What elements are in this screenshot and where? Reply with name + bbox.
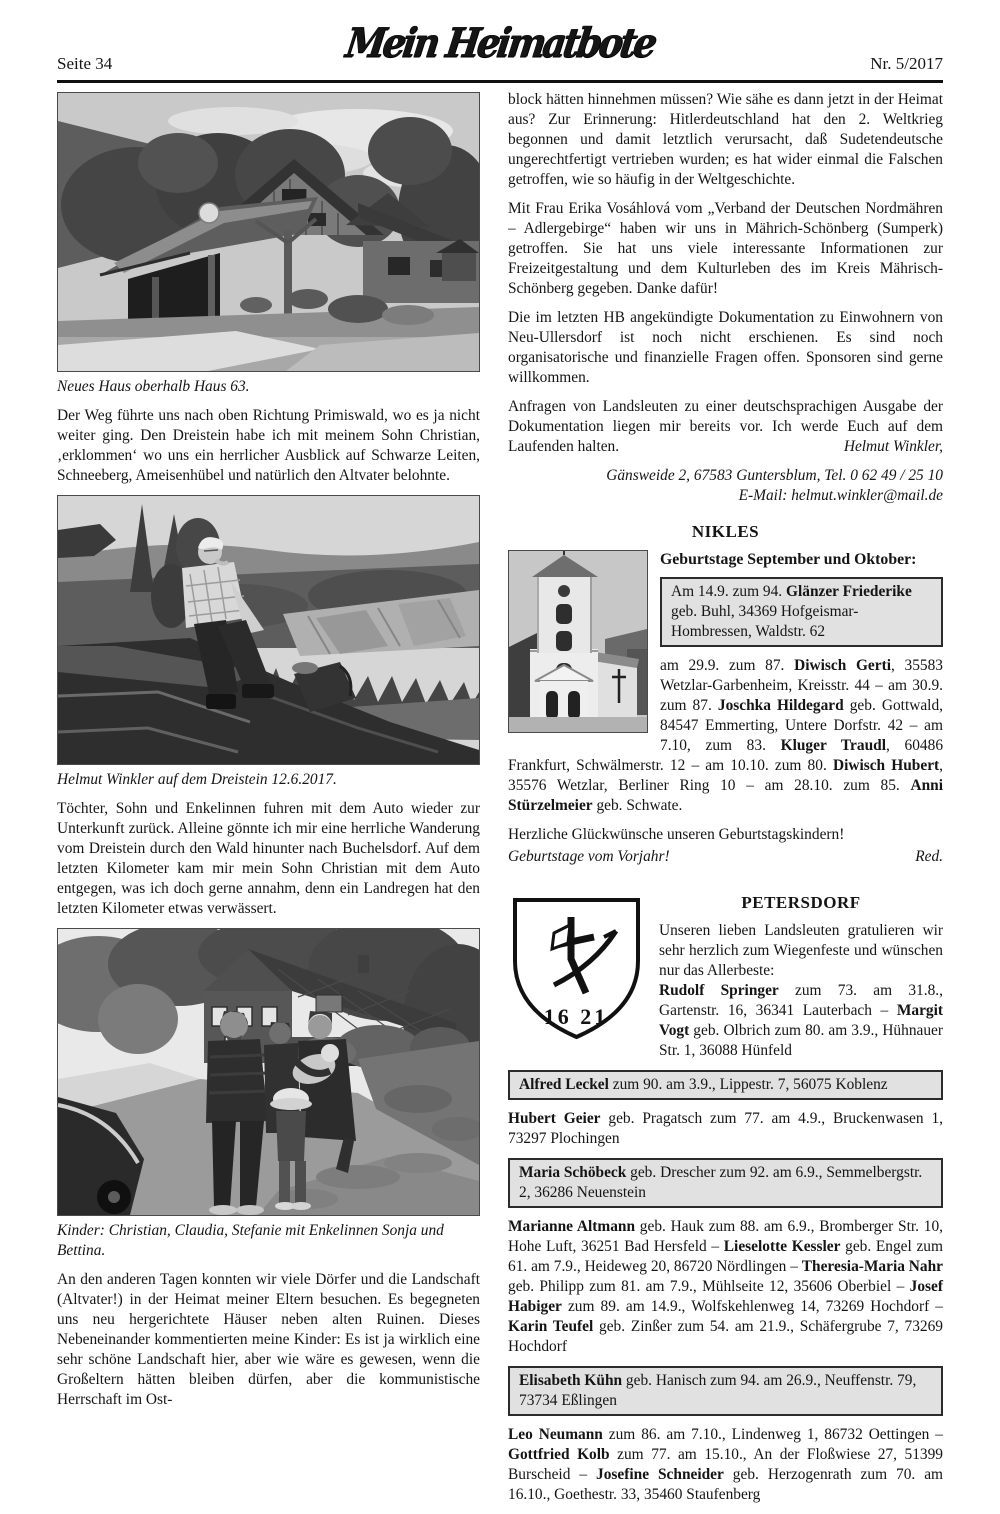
nikles-church-photo [508,550,648,733]
nikles-red-signature: Red. [915,848,943,865]
right-column [508,90,943,1514]
petersdorf-intro: Unseren lieben Landsleuten gratulieren wir sehr herzlich zum Wiegenfeste und wünschen nur das Allerbeste: [659,922,943,979]
petersdorf-title: PETERSDORF [741,893,861,912]
petersdorf-entry-springer: Rudolf Springer zum 73. am 31.8., Gartenstr. 16, 36341 Lauterbach – Margit Vogt geb. Olbrich zum 80. am 3.9., Hühnauer Str. 1, 36088 Hünfeld [659,982,943,1059]
masthead [57,19,943,67]
photo-dreistein [57,495,480,790]
nikles-title: NIKLES [691,522,760,541]
house-photo-image [57,92,480,372]
nikles-entries: am 29.9. zum 87. Diwisch Gerti, 35583 Wetzlar-Garbenheim, Kreisstr. 44 – am 30.9. zum 87. Joschka Hildegard geb. Gottwald, 84547 Emmerting, Untere Dorfstr. 42 – am 7.10, zum 83. Kluger Traudl, 60486 Frankfurt, Schwälmerstr. 12 – am 10.10. zum 80. Diwisch Hubert, 35576 Wetzlar, Berliner Ring 10 – am 28.10. zum 85. Anni Stürzelmeier geb. Schwate. [508,657,944,814]
issue-number-label: Nr. 5/2017 [870,54,943,73]
petersdorf-box-kuehn: Elisabeth Kühn geb. Hanisch zum 94. am 26.9., Neuffenstr. 79, 73734 Eßlingen [508,1366,943,1416]
petersdorf-crest [508,893,645,1048]
photo-house [57,92,480,397]
dreistein-photo-image [57,495,480,765]
signature-email: E-Mail: helmut.winkler@mail.de [738,487,943,504]
petersdorf-entry-geier: Hubert Geier geb. Pragatsch zum 77. am 4.9., Bruckenwasen 1, 73297 Plochingen [508,1110,943,1147]
crest-year: 16 21 [543,1004,609,1029]
paragraph-anfragen [508,397,943,457]
left-column [57,92,480,1419]
header-rule [57,80,943,83]
newspaper-logo: Mein Heimatbote [342,19,658,67]
photo-house-caption: Neues Haus oberhalb Haus 63. [57,378,250,395]
nikles-subtitle: Geburtstage September und Oktober: [660,551,917,568]
photo-family [57,928,480,1261]
signature-address: Gänsweide 2, 67583 Guntersblum, Tel. 0 62 49 / 25 10 [606,467,943,484]
paragraph-ostblock: block hätten hinnehmen müssen? Wie sähe es dann jetzt in der Heimat aus? Zur Erinnerung: Hitlerdeutschland hat den 2. Weltkrieg begonnen und damit letztlich verursacht, daß Sudetendeutsche ungerechtfertigt vertrieben wurden; es hat wider einmal die Falschen getroffen, wie so häufig in der Weltgeschichte. [508,91,943,188]
nikles-greeting: Herzliche Glückwünsche unseren Geburtstagskindern! [508,826,845,843]
petersdorf-entry-neumann: Leo Neumann zum 86. am 7.10., Lindenweg 1, 86732 Oettingen – Gottfried Kolb zum 77. am 15.10., An der Floßwiese 27, 51399 Burscheid – Josefine Schneider geb. Herzogenrath zum 70. am 16.10., Goethestr. 33, 35460 Staufenberg [508,1426,944,1503]
page-header [57,19,943,78]
family-photo-image [57,928,480,1216]
section-nikles [508,522,943,867]
nikles-footer-line [508,847,943,867]
petersdorf-box-schoebeck: Maria Schöbeck geb. Drescher zum 92. am 6.9., Semmelbergstr. 2, 36286 Neuenstein [508,1158,943,1208]
photo-dreistein-caption: Helmut Winkler auf dem Dreistein 12.6.2017. [57,771,337,788]
petersdorf-box-leckel: Alfred Leckel zum 90. am 3.9., Lippestr. 7, 56075 Koblenz [508,1070,943,1100]
nikles-vorjahr-note: Geburtstage vom Vorjahr! [508,848,670,865]
photo-family-caption: Kinder: Christian, Claudia, Stefanie mit Enkelinnen Sonja und Bettina. [57,1222,444,1259]
paragraph-anfragen-text: Anfragen von Landsleuten zu einer deutschsprachigen Ausgabe der Dokumentation liegen mir bereits vor. Ich werde Euch auf dem Laufenden halten. [508,398,943,455]
section-petersdorf [508,893,943,1505]
paragraph-wanderung: Töchter, Sohn und Enkelinnen fuhren mit dem Auto wieder zur Unterkunft zurück. Alleine gönnte ich mir eine herrliche Wanderung vom Dreistein durch den Wald hinunter nach Buchelsdorf. Auf dem letzten Kilometer kam mir mein Sohn Christian mit dem Auto entgegen, was ich doch gerne annahm, denn ein Landregen hat den letzten Kilometer etwas verwässert. [57,800,480,917]
page-number-label: Seite 34 [57,54,113,73]
signature-name: Helmut Winkler, [843,438,943,455]
paragraph-dreistein: Der Weg führte uns nach oben Richtung Primiswald, wo es ja nicht weiter ging. Den Dreistein habe ich mit meinem Sohn Christian, ‚erklommen‘ wo uns ein herrlicher Ausblick auf Schwarze Leiten, Schneeberg, Ameisenhübel und natürlich den Altvater belohnte. [57,407,480,484]
nikles-highlight-box: Am 14.9. zum 94. Glänzer Friederike geb. Buhl, 34369 Hofgeismar-Hombressen, Waldstr. 62 [660,577,943,647]
paragraph-doerfer: An den anderen Tagen konnten wir viele Dörfer und die Landschaft (Altvater!) in der Heimat meiner Eltern besuchen. Es begegneten uns neu hergerichtete Häuser neben alten Ruinen. Dieses Nebeneinander kommentierten meine Kinder: Es ist ja wirklich eine sehr schöne Landschaft hier, aber wie wäre es gewesen, wenn die Großeltern hätten bleiben dürfen, aber die kommunistische Herrschaft im Ost- [57,1271,480,1408]
petersdorf-entry-altmann: Marianne Altmann geb. Hauk zum 88. am 6.9., Bromberger Str. 10, Hohe Luft, 36251 Bad Hersfeld – Lieselotte Kessler geb. Engel zum 61. am 7.9., Heideweg 20, 86720 Nördlingen – Theresia-Maria Nahr geb. Philipp zum 81. am 7.9., Mühlseite 12, 35606 Oberbiel – Josef Habiger zum 89. am 14.9., Wolfskehlenweg 14, 73269 Hochdorf – Karin Teufel geb. Zinßer zum 54. am 21.9., Schäfergrube 7, 73269 Hochdorf [508,1218,943,1355]
paragraph-dokumentation: Die im letzten HB angekündigte Dokumentation zu Einwohnern von Neu-Ullersdorf ist noch nicht erschienen. Es sind noch organisatorische und finanzielle Fragen offen. Sponsoren sind gerne willkommen. [508,309,943,386]
paragraph-erika: Mit Frau Erika Vosáhlová vom „Verband der Deutschen Nordmähren – Adlergebirge“ haben wir uns in Mährich-Schönberg (Sumperk) getroffen. Sie hat uns viele interessante Informationen zur Freizeitgestaltung und dem Kulturleben des im Kreis Mährisch-Schönberg gegeben. Danke dafür! [508,200,943,297]
